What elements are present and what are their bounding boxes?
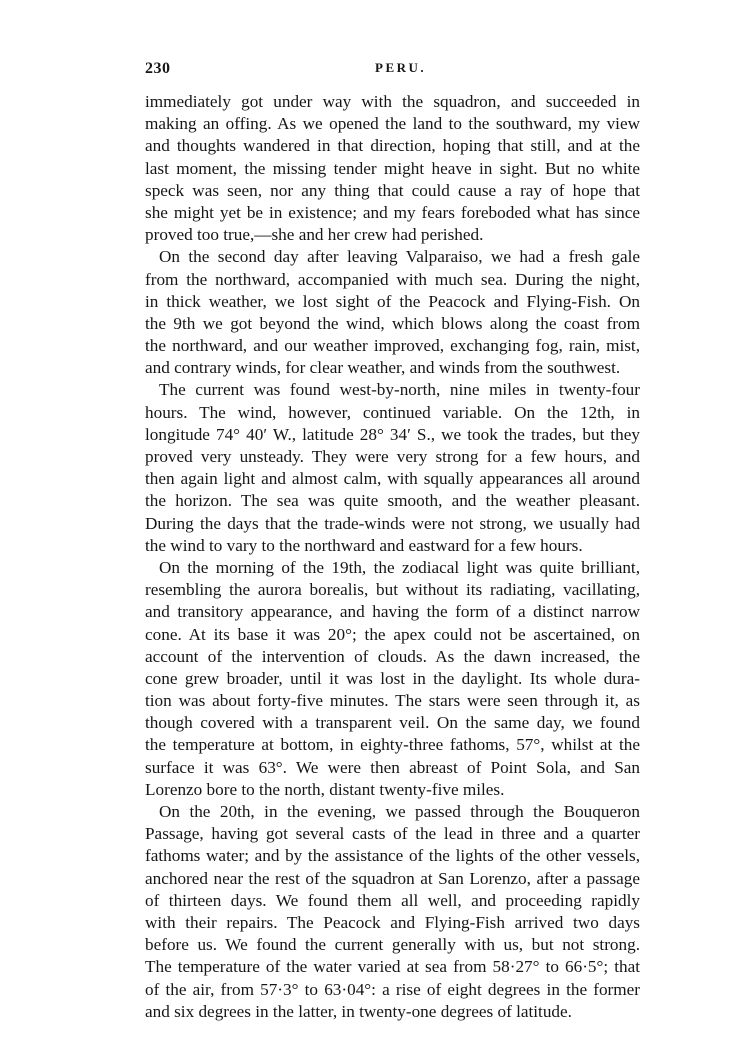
text-line: proved too true,—she and her crew had perished. [145,225,484,245]
text-line: from the northward, accompanied with much sea. During the night, [145,269,640,289]
paragraph [145,379,640,557]
text-line: of thirteen days. We found them all well, and proceeding rapidly [145,890,640,910]
text-line: and six degrees in the latter, in twenty-one degrees of latitude. [145,1001,572,1021]
text-line: The temperature of the water varied at sea from 58·27° to 66·5°; that [145,957,640,977]
body-text [145,91,640,1023]
text-line: though covered with a transparent veil. On the same day, we found [145,713,640,733]
text-line: tion was about forty-five minutes. The stars were seen through it, as [145,691,640,711]
paragraph [145,557,640,801]
text-line: immediately got under way with the squadron, and succeeded in [145,92,640,111]
text-line: making an offing. As we opened the land to the southward, my view [145,114,640,134]
text-line: On the 20th, in the evening, we passed through the Bouqueron [159,802,640,821]
text-line: the horizon. The sea was quite smooth, and the weather pleasant. [145,491,640,511]
text-line: anchored near the rest of the squadron at San Lorenzo, after a passage [145,868,640,888]
text-line: cone. At its base it was 20°; the apex could not be ascertained, on [145,624,640,644]
text-line: On the second day after leaving Valparaiso, we had a fresh gale [159,247,640,267]
text-line: the wind to vary to the northward and eastward for a few hours. [145,535,583,555]
text-line: the northward, and our weather improved, exchanging fog, rain, mist, [145,336,640,356]
text-line: proved very unsteady. They were very strong for a few hours, and [145,447,640,466]
text-line: Lorenzo bore to the north, distant twenty-five miles. [145,779,505,799]
text-line: resembling the aurora borealis, but without its radiating, vacillating, [145,580,640,600]
paragraph [145,801,640,1023]
text-line: and thoughts wandered in that direction, hoping that still, and at the [145,136,640,156]
text-line: of the air, from 57·3° to 63·04°: a rise of eight degrees in the former [145,979,640,999]
text-line: surface it was 63°. We were then abreast of Point Sola, and San [145,757,640,777]
text-line: speck was seen, nor any thing that could cause a ray of hope that [145,180,640,200]
text-line: and contrary winds, for clear weather, and winds from the southwest. [145,358,621,378]
paragraph [145,91,640,246]
text-line: Passage, having got several casts of the lead in three and a quarter [145,824,640,844]
text-line: the temperature at bottom, in eighty-three fathoms, 57°, whilst at the [145,735,640,755]
text-line: account of the intervention of clouds. As the dawn increased, the [145,646,640,666]
text-line: last moment, the missing tender might heave in sight. But no white [145,158,640,178]
text-line: the 9th we got beyond the wind, which blows along the coast from [145,313,640,333]
text-line: During the days that the trade-winds were not strong, we usually had [145,513,640,533]
page-header [145,60,638,82]
text-line: cone grew broader, until it was lost in the daylight. Its whole dura- [145,668,640,688]
text-line: in thick weather, we lost sight of the Peacock and Flying-Fish. On [145,291,640,311]
text-line: The current was found west-by-north, nine miles in twenty-four [159,380,640,400]
text-line: with their repairs. The Peacock and Flying-Fish arrived two days [145,912,640,932]
page-number: 230 [145,60,171,77]
text-line: before us. We found the current generally with us, but not strong. [145,935,640,955]
text-line: she might yet be in existence; and my fears foreboded what has since [145,202,640,222]
text-line: and transitory appearance, and having the form of a distinct narrow [145,602,640,622]
text-line: On the morning of the 19th, the zodiacal light was quite brilliant, [159,557,640,577]
text-line: longitude 74° 40′ W., latitude 28° 34′ S., we took the trades, but they [145,424,640,444]
text-line: fathoms water; and by the assistance of the lights of the other vessels, [145,846,640,866]
paragraph [145,246,640,379]
text-line: hours. The wind, however, continued variable. On the 12th, in [145,402,640,422]
running-head: PERU. [375,60,427,75]
text-line: then again light and almost calm, with squally appearances all around [145,469,640,489]
